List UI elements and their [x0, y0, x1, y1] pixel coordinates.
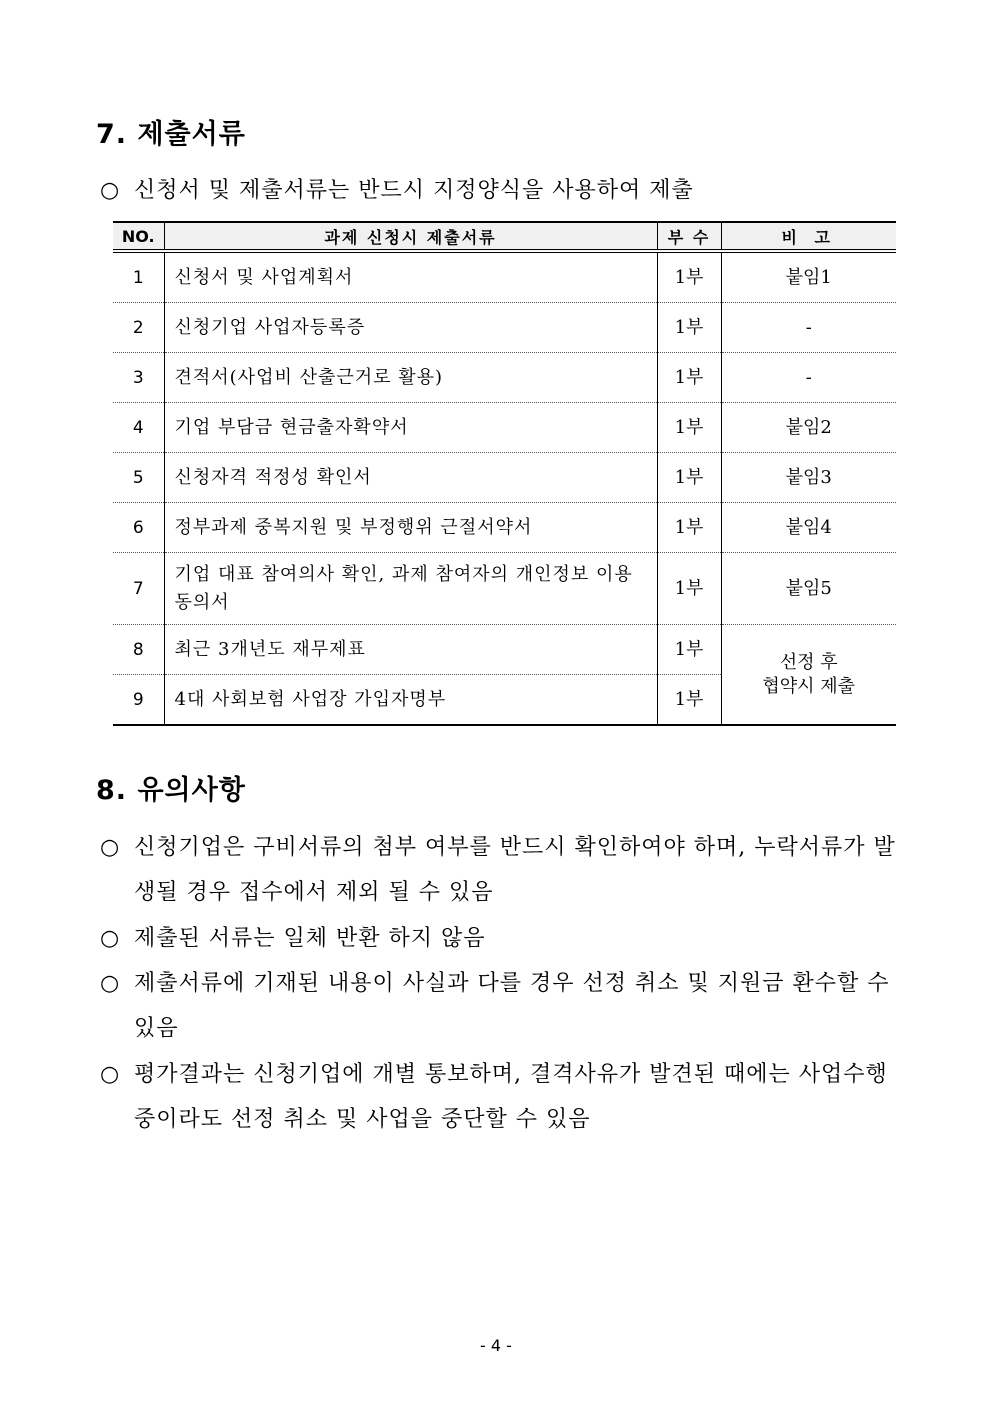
header-count: 부 수	[657, 222, 721, 251]
header-documents: 과제 신청시 제출서류	[164, 222, 657, 251]
notice-text: 제출된 서류는 일체 반환 하지 않음	[134, 926, 486, 951]
row-note: -	[721, 353, 896, 403]
row-document: 견적서(사업비 산출근거로 활용)	[164, 353, 657, 403]
row-count: 1부	[657, 353, 721, 403]
row-no: 5	[113, 453, 164, 503]
merged-note-line1: 선정 후	[779, 651, 838, 673]
notice-item	[100, 825, 900, 915]
row-note: 붙임5	[721, 553, 896, 625]
bullet-circle-icon: ○	[100, 1062, 120, 1087]
table-row	[113, 303, 896, 353]
header-note: 비 고	[721, 222, 896, 251]
table-row	[113, 553, 896, 625]
row-document: 정부과제 중복지원 및 부정행위 근절서약서	[164, 503, 657, 553]
row-no: 2	[113, 303, 164, 353]
row-document: 4대 사회보험 사업장 가입자명부	[164, 675, 657, 726]
row-document: 신청서 및 사업계획서	[164, 251, 657, 303]
merged-note-cell	[721, 625, 896, 726]
row-no: 9	[113, 675, 164, 726]
row-note: 붙임2	[721, 403, 896, 453]
table-row	[113, 503, 896, 553]
row-no: 7	[113, 553, 164, 625]
merged-note-line2: 협약시 제출	[762, 675, 856, 697]
row-count: 1부	[657, 503, 721, 553]
header-no: NO.	[113, 222, 164, 251]
row-note: 붙임4	[721, 503, 896, 553]
table-header-row	[113, 222, 896, 251]
table-row	[113, 625, 896, 675]
notice-text: 평가결과는 신청기업에 개별 통보하며, 결격사유가 발견된 때에는 사업수행 중이라도 선정 취소 및 사업을 중단할 수 있음	[134, 1062, 888, 1132]
notice-text: 신청기업은 구비서류의 첨부 여부를 반드시 확인하여야 하며, 누락서류가 발생될 경우 접수에서 제외 될 수 있음	[134, 835, 896, 905]
row-count: 1부	[657, 675, 721, 726]
row-document: 기업 부담금 현금출자확약서	[164, 403, 657, 453]
intro-text: 신청서 및 제출서류는 반드시 지정양식을 사용하여 제출	[134, 178, 694, 203]
notice-text: 제출서류에 기재된 내용이 사실과 다를 경우 선정 취소 및 지원금 환수할 수 있음	[134, 971, 890, 1041]
table-row	[113, 403, 896, 453]
notice-item	[100, 961, 900, 1051]
row-no: 3	[113, 353, 164, 403]
row-document: 신청기업 사업자등록증	[164, 303, 657, 353]
row-note: 붙임3	[721, 453, 896, 503]
bullet-circle-icon: ○	[100, 835, 120, 860]
section-7-title: 7. 제출서류	[96, 119, 246, 150]
bullet-circle-icon: ○	[100, 971, 120, 996]
notice-item	[100, 916, 900, 961]
row-no: 6	[113, 503, 164, 553]
row-no: 8	[113, 625, 164, 675]
row-count: 1부	[657, 403, 721, 453]
table-row	[113, 353, 896, 403]
row-count: 1부	[657, 625, 721, 675]
row-note: 붙임1	[721, 251, 896, 303]
row-document: 신청자격 적정성 확인서	[164, 453, 657, 503]
row-document: 기업 대표 참여의사 확인, 과제 참여자의 개인정보 이용 동의서	[164, 553, 657, 625]
row-no: 1	[113, 251, 164, 303]
row-count: 1부	[657, 553, 721, 625]
documents-table	[113, 221, 896, 726]
row-count: 1부	[657, 303, 721, 353]
section-8-title: 8. 유의사항	[96, 775, 246, 806]
table-row	[113, 453, 896, 503]
row-no: 4	[113, 403, 164, 453]
page-number: - 4 -	[480, 1336, 512, 1355]
row-count: 1부	[657, 453, 721, 503]
table-row	[113, 251, 896, 303]
bullet-circle-icon: ○	[100, 178, 120, 203]
row-count: 1부	[657, 251, 721, 303]
row-document: 최근 3개년도 재무제표	[164, 625, 657, 675]
row-note: -	[721, 303, 896, 353]
notice-item	[100, 1052, 900, 1142]
section-7-intro	[100, 168, 900, 213]
bullet-circle-icon: ○	[100, 926, 120, 951]
